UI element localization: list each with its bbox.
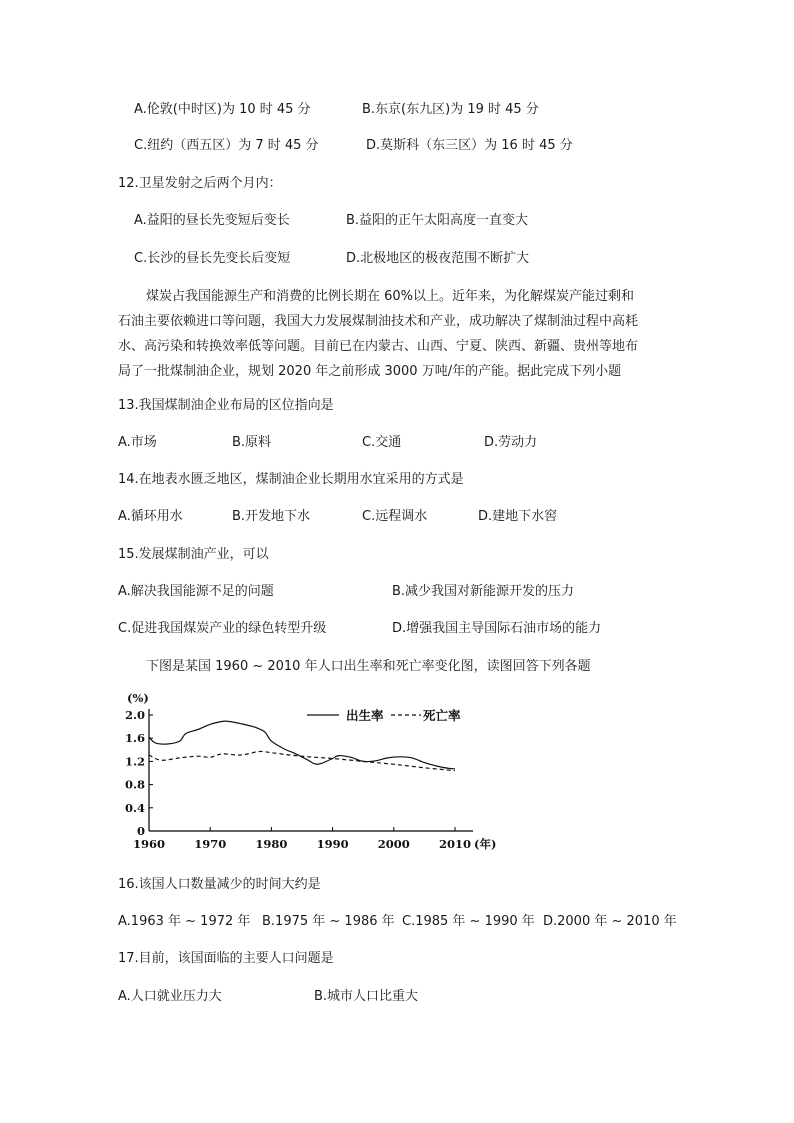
q17-option-a: A.人口就业压力大 [118,989,222,1004]
birth-rate-line [149,721,455,769]
q15-option-c: C.促进我国煤炭产业的绿色转型升级 [118,621,327,636]
q11-option-d: D.莫斯科（东三区）为 16 时 45 分 [366,138,573,153]
x-tick-label: 1970 [194,837,227,851]
q13-option-d: D.劳动力 [484,435,538,450]
q17-stem: 17.目前，该国面临的主要人口问题是 [118,951,334,966]
q17-option-b: B.城市人口比重大 [314,989,419,1004]
q14-option-d: D.建地下水窖 [478,509,558,524]
legend-death-label: 死亡率 [423,708,461,723]
y-tick-label: 0 [136,824,145,838]
q13-option-b: B.原料 [232,435,272,450]
death-rate-line [149,751,455,770]
passage-coal-to-oil [118,284,678,384]
passage-line: 局了一批煤制油企业，规划 2020 年之前形成 3000 万吨/年的产能。据此完成下列小题 [118,364,622,379]
q16-option-d: D.2000 年 ~ 2010 年 [543,914,677,929]
q15-option-b: B.减少我国对新能源开发的压力 [392,584,575,599]
q14-option-c: C.远程调水 [362,509,428,524]
passage-chart-intro: 下图是某国 1960 ~ 2010 年人口出生率和死亡率变化图，读图回答下列各题 [146,659,591,674]
passage-line: 水、高污染和转换效率低等问题。目前已在内蒙古、山西、宁夏、陕西、新疆、贵州等地布 [118,339,639,354]
q16-option-c: C.1985 年 ~ 1990 年 [402,914,535,929]
q12-stem: 12.卫星发射之后两个月内： [118,176,282,191]
q16-option-b: B.1975 年 ~ 1986 年 [262,914,395,929]
q11-option-a: A.伦敦(中时区)为 10 时 45 分 [134,102,311,117]
q14-option-a: A.循环用水 [118,509,183,524]
x-tick-label: 1980 [255,837,288,851]
x-axis-label: (年) [474,837,497,851]
y-tick-label: 1.6 [124,731,145,746]
x-tick-label: 2010 [438,837,472,851]
q16-stem: 16.该国人口数量减少的时间大约是 [118,877,321,892]
q12-option-a: A.益阳的昼长先变短后变长 [134,213,290,228]
q16-option-a: A.1963 年 ~ 1972 年 [118,914,251,929]
passage-line: 煤炭占我国能源生产和消费的比例长期在 60%以上。近年来，为化解煤炭产能过剩和 [146,289,635,304]
q15-option-d: D.增强我国主导国际石油市场的能力 [392,621,602,636]
y-tick-label: 0.4 [124,800,145,815]
q14-option-b: B.开发地下水 [232,509,311,524]
q14-stem: 14.在地表水匮乏地区，煤制油企业长期用水宜采用的方式是 [118,472,464,487]
x-tick-label: 1960 [132,837,166,851]
legend-birth-label: 出生率 [346,708,384,723]
q12-option-d: D.北极地区的极夜范围不断扩大 [346,251,530,266]
q15-stem: 15.发展煤制油产业，可以 [118,547,269,562]
y-tick-label: 2.0 [124,708,145,722]
q13-option-a: A.市场 [118,435,157,450]
x-tick-label: 2000 [377,837,410,851]
q15-option-a: A.解决我国能源不足的问题 [118,584,274,599]
q11-option-c: C.纽约（西五区）为 7 时 45 分 [134,138,319,153]
birth-death-rate-chart [110,684,510,864]
passage-line: 石油主要依赖进口等问题，我国大力发展煤制油技术和产业，成功解决了煤制油过程中高耗 [118,314,639,329]
q13-stem: 13.我国煤制油企业布局的区位指向是 [118,398,334,413]
q13-option-c: C.交通 [362,435,402,450]
q12-option-c: C.长沙的昼长先变长后变短 [134,251,291,266]
q11-option-b: B.东京(东九区)为 19 时 45 分 [362,102,539,117]
y-tick-label: 0.8 [124,777,145,792]
x-tick-label: 1990 [316,837,349,851]
q12-option-b: B.益阳的正午太阳高度一直变大 [346,213,529,228]
y-axis-label: (%) [127,691,149,705]
y-tick-label: 1.2 [124,754,145,769]
